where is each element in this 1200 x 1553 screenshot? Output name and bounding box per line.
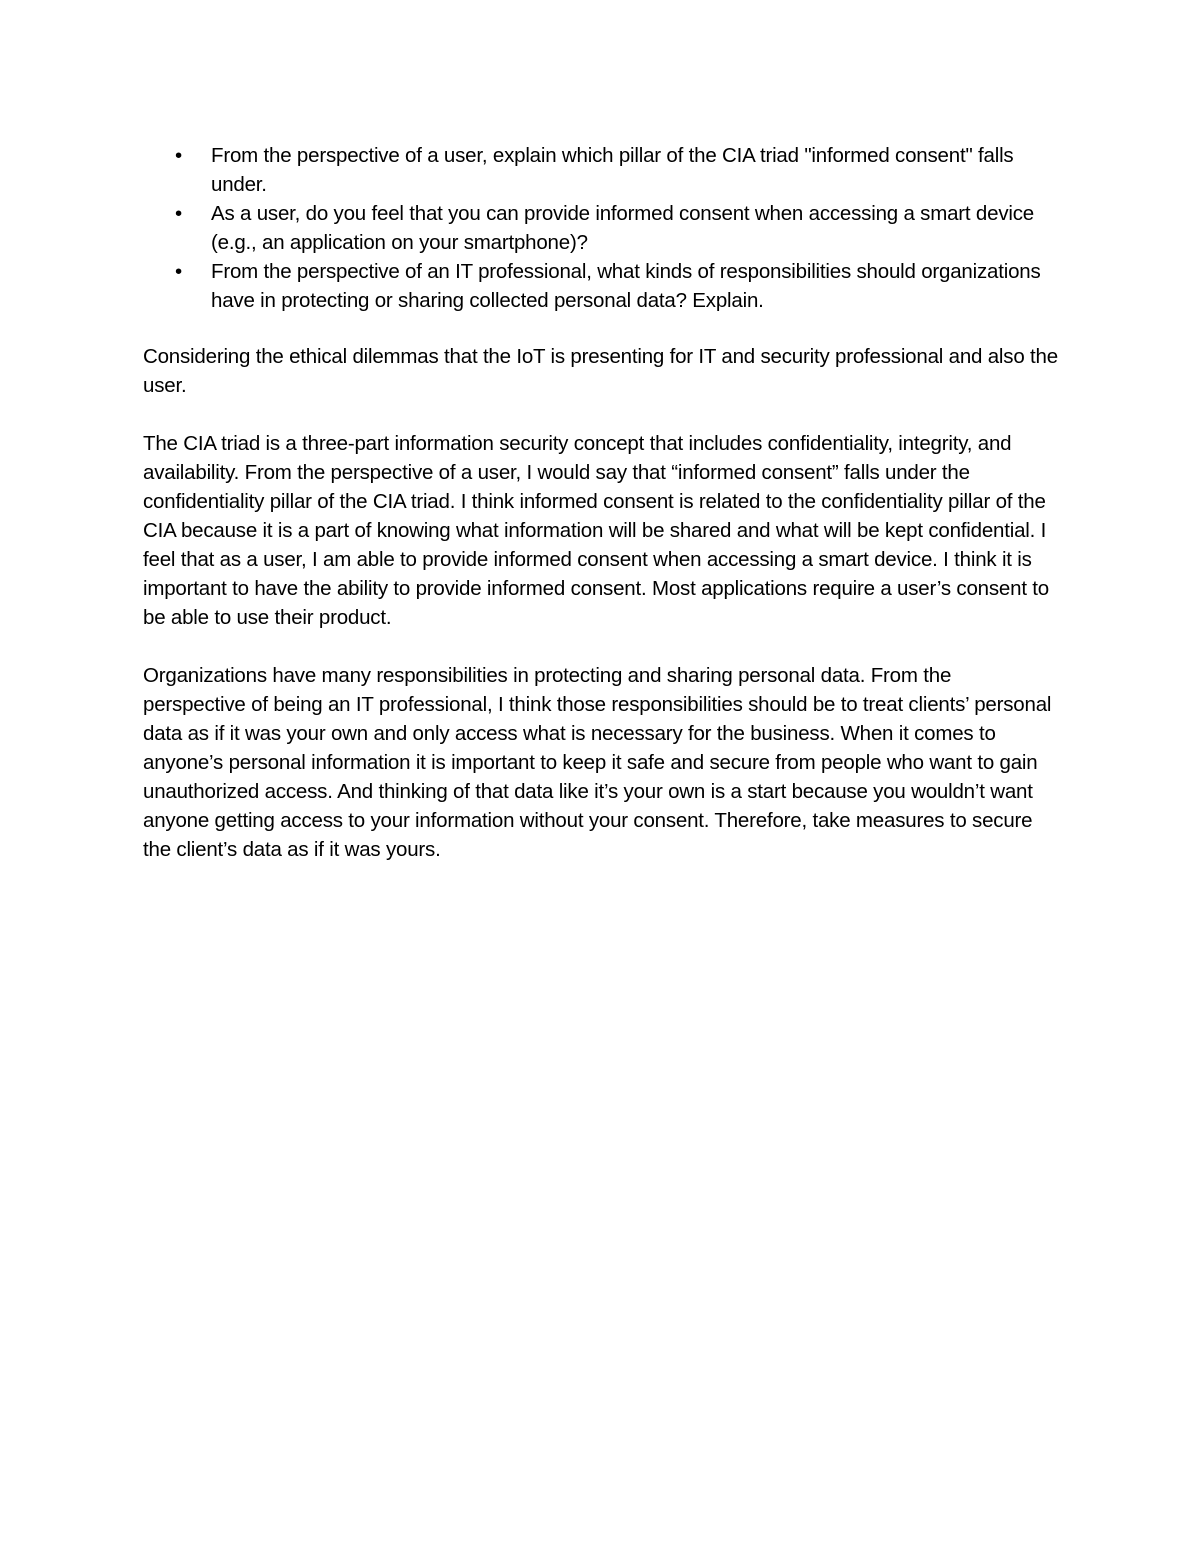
cia-triad-paragraph: The CIA triad is a three-part information security concept that includes confidentiality, integrity, and availability. From the perspective of a user, I would say that “informed consent” falls under the confidentiality pillar of the CIA triad. I think informed consent is related to the confidentiality pillar of the CIA because it is a part of knowing what information will be shared and what will be kept confidential. I feel that as a user, I am able to provide informed consent when accessing a smart device. I think it is important to have the ability to provide informed consent. Most applications require a user’s consent to be able to use their product. (143, 432, 1050, 629)
question-text: From the perspective of an IT professional, what kinds of responsibilities should organizations have in protecting or sharing collected personal data? Explain. (211, 260, 1041, 312)
list-item (143, 257, 1058, 315)
responsibilities-paragraph: Organizations have many responsibilities in protecting and sharing personal data. From the perspective of being an IT professional, I think those responsibilities should be to treat clients’ personal data as if it was your own and only access what is necessary for the business. When it comes to anyone’s personal information it is important to keep it safe and secure from people who want to gain unauthorized access. And thinking of that data like it’s your own is a start because you wouldn’t want anyone getting access to your information without your consent. Therefore, take measures to secure the client’s data as if it was yours. (143, 664, 1052, 861)
list-item (143, 199, 1058, 257)
bullet-icon: • (175, 202, 182, 225)
list-item (143, 141, 1058, 199)
bullet-icon: • (175, 260, 182, 283)
intro-paragraph: Considering the ethical dilemmas that the IoT is presenting for IT and security professional and also the user. (143, 345, 1058, 397)
question-text: As a user, do you feel that you can provide informed consent when accessing a smart device (e.g., an application on your smartphone)? (211, 202, 1034, 254)
bullet-icon: • (175, 144, 182, 167)
question-list (143, 141, 1058, 315)
document-body (143, 141, 1058, 893)
question-text: From the perspective of a user, explain which pillar of the CIA triad "informed consent" falls under. (211, 144, 1014, 196)
